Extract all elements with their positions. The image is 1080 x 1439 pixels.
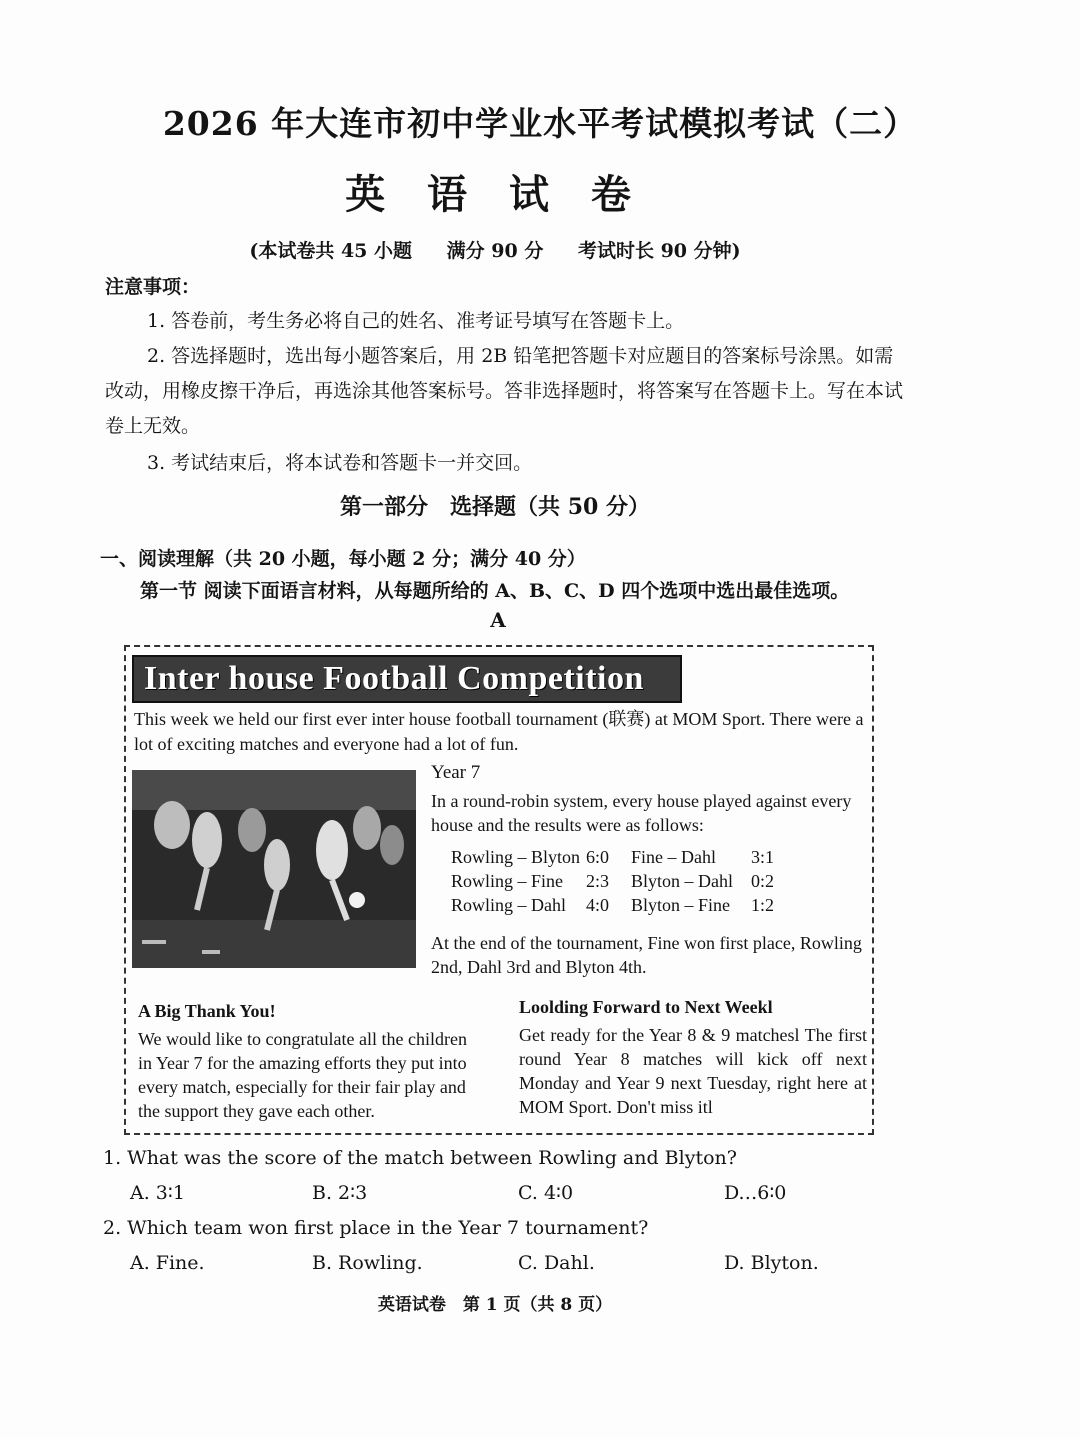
notes-heading: 注意事项： bbox=[105, 276, 201, 298]
match-name: Blyton – Dahl bbox=[631, 871, 734, 891]
match-score: 2:3 bbox=[586, 871, 610, 891]
match-score: 3:1 bbox=[751, 847, 775, 867]
note-item-2: 2. 答选择题时，选出每小题答案后，用 2B 铅笔把答题卡对应题目的答案标号涂黑。如需改动，用橡皮擦干净后，再选涂其他答案标号。答非选择题时，将答案写在答题卡上。写在本试卷上无效。 bbox=[105, 345, 904, 437]
question-1-option-b[interactable]: B. 2∶3 bbox=[312, 1182, 368, 1204]
section-instructions: 第一节 阅读下面语言材料，从每题所给的 A、B、C、D 四个选项中选出最佳选项。 bbox=[140, 580, 850, 602]
question-1-option-d[interactable]: D.‥6∶0 bbox=[724, 1182, 787, 1204]
results-row bbox=[451, 893, 774, 917]
exam-duration: 考试时长 90 分钟) bbox=[577, 240, 741, 262]
results-row bbox=[451, 845, 774, 869]
exam-info bbox=[0, 236, 990, 263]
football-players-image bbox=[132, 770, 416, 968]
part-title: 第一部分 选择题（共 50 分） bbox=[340, 494, 650, 520]
football-photo bbox=[132, 770, 416, 968]
match-name: Rowling – Fine bbox=[451, 871, 564, 891]
question-2-option-c[interactable]: C. Dahl. bbox=[518, 1252, 595, 1274]
question-1-option-c[interactable]: C. 4∶0 bbox=[518, 1182, 574, 1204]
section-heading: 一、阅读理解（共 20 小题，每小题 2 分；满分 40 分） bbox=[100, 548, 586, 570]
year7-heading: Year 7 bbox=[431, 762, 481, 783]
note-item-3: 3. 考试结束后，将本试卷和答题卡一并交回。 bbox=[147, 452, 533, 474]
match-name: Rowling – Dahl bbox=[451, 895, 566, 915]
question-2-option-d[interactable]: D. Blyton. bbox=[724, 1252, 819, 1274]
question-count: (本试卷共 45 小题 bbox=[249, 240, 413, 262]
question-1-stem: 1. What was the score of the match between Rowling and Blyton? bbox=[103, 1147, 737, 1169]
match-score: 0:2 bbox=[751, 871, 775, 891]
exam-title: 2026 年大连市初中学业水平考试模拟考试（二） bbox=[162, 104, 918, 143]
match-score: 6:0 bbox=[586, 847, 610, 867]
question-2-option-a[interactable]: A. Fine. bbox=[130, 1252, 205, 1274]
passage-label: A bbox=[490, 608, 506, 632]
question-2-option-b[interactable]: B. Rowling. bbox=[312, 1252, 423, 1274]
note-item-1: 1. 答卷前，考生务必将自己的姓名、准考证号填写在答题卡上。 bbox=[147, 310, 685, 332]
question-1-option-a[interactable]: A. 3∶1 bbox=[130, 1182, 185, 1204]
results-row bbox=[451, 869, 774, 893]
results-table bbox=[451, 845, 774, 917]
match-score: 4:0 bbox=[586, 895, 610, 915]
subject-title: 英 语 试 卷 bbox=[345, 171, 645, 218]
passage-banner: Inter house Football Competition bbox=[132, 655, 682, 703]
forward-heading: Loolding Forward to Next Weekl bbox=[519, 997, 773, 1017]
reading-passage-box bbox=[124, 645, 874, 1135]
thanks-body: We would like to congratulate all the children in Year 7 for the amazing efforts they put into every match, especially for their fair play and the support they gave each other. bbox=[138, 1029, 467, 1121]
round-robin-text: In a round-robin system, every house played against every house and the results were as follows: bbox=[431, 791, 852, 835]
forward-body: Get ready for the Year 8 & 9 matchesl The first round Year 8 matches will kick off next Monday and Year 9 next Tuesday, right here at MOM Sport. Don't miss itl bbox=[519, 1025, 867, 1117]
match-name: Fine – Dahl bbox=[631, 847, 717, 867]
passage-intro: This week we held our first ever inter house football tournament (联赛) at MOM Sport. There were a lot of exciting matches and everyone had a lot of fun. bbox=[134, 709, 864, 754]
match-name: Blyton – Fine bbox=[631, 895, 731, 915]
tournament-result-text: At the end of the tournament, Fine won first place, Rowling 2nd, Dahl 3rd and Blyton 4th. bbox=[431, 933, 862, 977]
full-score: 满分 90 分 bbox=[446, 240, 544, 262]
question-2-stem: 2. Which team won first place in the Year 7 tournament? bbox=[103, 1217, 649, 1239]
match-score: 1:2 bbox=[751, 895, 775, 915]
page-footer: 英语试卷 第 1 页（共 8 页） bbox=[377, 1295, 613, 1315]
match-name: Rowling – Blyton bbox=[451, 847, 581, 867]
thanks-heading: A Big Thank You! bbox=[138, 1001, 276, 1021]
